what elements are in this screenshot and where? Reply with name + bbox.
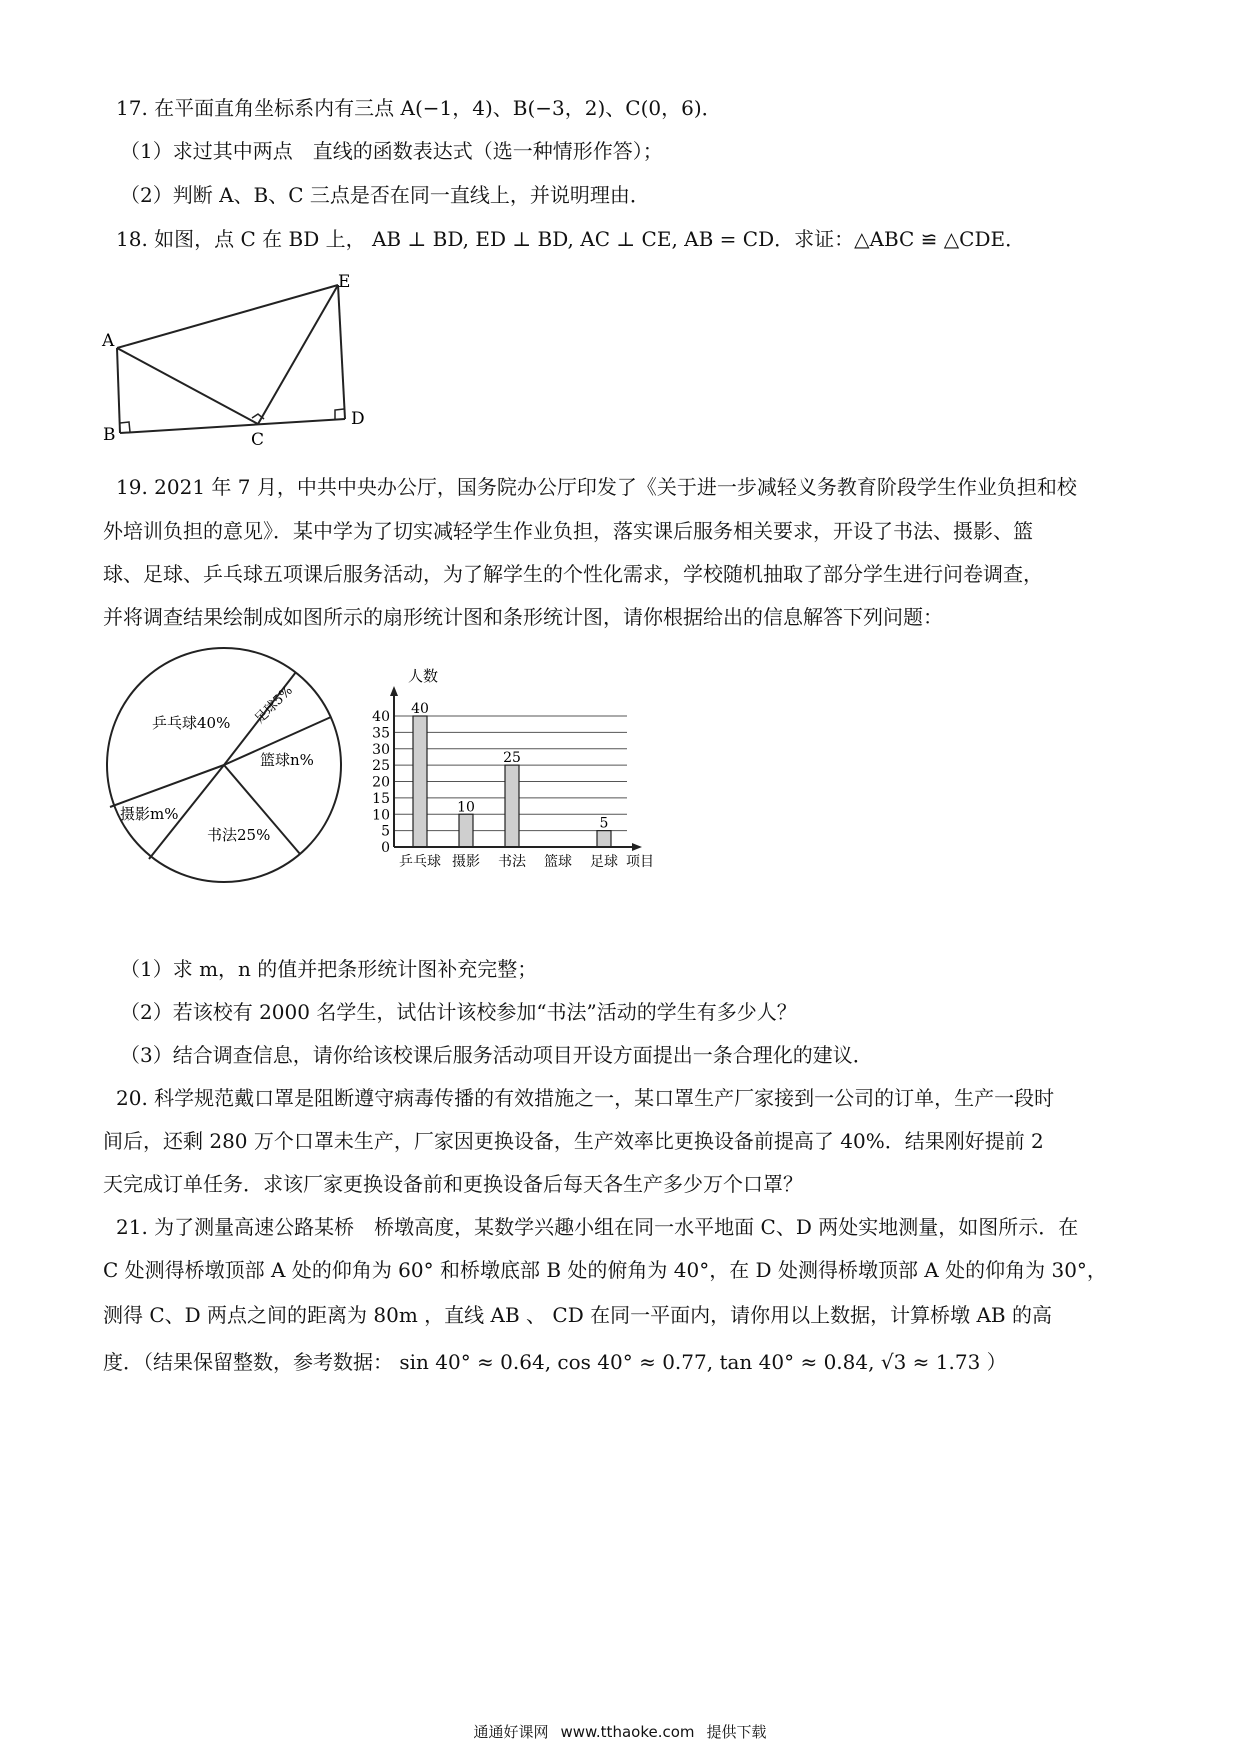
x-axis-title: 项目	[626, 854, 654, 870]
y-tick-label: 30	[372, 741, 390, 758]
y-tick-label: 20	[372, 774, 390, 791]
pie-label-calligraphy: 书法25%	[207, 826, 271, 844]
x-tick-label: 足球	[590, 854, 618, 870]
bar-data-label: 5	[599, 815, 609, 832]
right-angle-mark-d	[335, 409, 344, 419]
q18-stem: 18. 如图，点 C 在 BD 上， AB ⊥ BD, ED ⊥ BD, AC ⊥ CE, AB = CD．求证：△ABC ≌ △CDE．	[116, 227, 1026, 251]
segment-bd	[120, 419, 345, 433]
y-tick-label: 35	[372, 725, 390, 742]
q19-line1: 19. 2021 年 7 月，中共中央办公厅，国务院办公厅印发了《关于进一步减轻义务教育阶段学生作业负担和校	[116, 475, 1077, 499]
bar-data-label: 40	[411, 701, 429, 717]
segment-ac	[117, 348, 258, 424]
page-footer	[0, 1721, 1240, 1742]
q20-line2: 间后，还剩 280 万个口罩未生产，厂家因更换设备，生产效率比更换设备前提高了 40%．结果刚好提前 2	[103, 1129, 1044, 1153]
q19-line2: 外培训负担的意见》．某中学为了切实减轻学生作业负担，落实课后服务相关要求，开设了书法、摄影、篮	[103, 519, 1033, 543]
q17-stem: 17. 在平面直角坐标系内有三点 A(−1，4)、B(−3，2)、C(0，6)．	[116, 96, 722, 120]
q21-line4: 度．（结果保留整数，参考数据： sin 40° ≈ 0.64, cos 40° ≈ 0.77, tan 40° ≈ 0.84, √3 ≈ 1.73 ）	[103, 1350, 1007, 1374]
q17-part1: （1）求过其中两点 直线的函数表达式（选一种情形作答）；	[120, 139, 663, 163]
bar	[505, 765, 519, 847]
x-tick-label: 篮球	[544, 854, 572, 870]
label-a: A	[102, 331, 115, 351]
q21-line2: C 处测得桥墩顶部 A 处的仰角为 60° 和桥墩底部 B 处的俯角为 40°，在 D 处测得桥墩顶部 A 处的仰角为 30°，	[103, 1258, 1107, 1282]
footer-note: 提供下载	[706, 1723, 767, 1741]
q19-part1: （1）求 m，n 的值并把条形统计图补充完整；	[120, 957, 538, 981]
pie-label-pingpong: 乒乓球40%	[152, 714, 231, 732]
segment-ae	[117, 285, 338, 348]
bar-data-label: 10	[457, 799, 475, 816]
q17-part2: （2）判断 A、B、C 三点是否在同一直线上，并说明理由．	[120, 183, 650, 207]
q20-line3: 天完成订单任务．求该厂家更换设备前和更换设备后每天各生产多少万个口罩？	[103, 1172, 803, 1196]
segment-ab	[117, 348, 120, 433]
x-axis-arrow	[632, 843, 642, 851]
y-tick-label: 0	[381, 840, 390, 856]
q19-line3: 球、足球、乒乓球五项课后服务活动，为了解学生的个性化需求，学校随机抽取了部分学生进行问卷调查，	[103, 562, 1043, 586]
y-tick-label: 10	[372, 807, 390, 824]
footer-url[interactable]: www.tthaoke.com	[560, 1723, 695, 1741]
q21-line1: 21. 为了测量高速公路某桥 桥墩高度，某数学兴趣小组在同一水平地面 C、D 两处实地测量，如图所示．在	[116, 1215, 1079, 1239]
q19-part2: （2）若该校有 2000 名学生，试估计该校参加“书法”活动的学生有多少人？	[120, 1000, 797, 1024]
pie-label-basketball: 篮球n%	[260, 751, 314, 769]
q20-line1: 20. 科学规范戴口罩是阻断遵守病毒传播的有效措施之一，某口罩生产厂家接到一公司的订单，生产一段时	[116, 1086, 1055, 1110]
x-tick-label: 书法	[498, 854, 526, 870]
label-b: B	[103, 425, 116, 445]
label-e: E	[338, 272, 351, 292]
q19-line4: 并将调查结果绘制成如图所示的扇形统计图和条形统计图，请你根据给出的信息解答下列问题：	[103, 605, 943, 629]
q21-line3: 测得 C、D 两点之间的距离为 80m ，直线 AB 、 CD 在同一平面内，请你用以上数据，计算桥墩 AB 的高	[103, 1303, 1052, 1327]
x-tick-label: 摄影	[452, 854, 480, 870]
y-tick-label: 15	[372, 790, 390, 807]
x-tick-label: 乒乓球	[399, 854, 441, 870]
bar	[597, 831, 611, 847]
label-d: D	[351, 409, 365, 429]
y-axis-title: 人数	[408, 667, 439, 685]
y-tick-label: 40	[372, 709, 390, 725]
segment-ed	[338, 285, 345, 419]
right-angle-mark-b	[120, 422, 130, 432]
bar-chart	[372, 664, 672, 879]
pie-chart	[100, 644, 360, 894]
bar	[459, 814, 473, 847]
q18-geometry-figure	[100, 268, 400, 458]
y-tick-label: 25	[372, 758, 390, 775]
segment-ce	[258, 285, 338, 424]
label-c: C	[251, 430, 265, 450]
bar	[413, 716, 427, 847]
y-axis-arrow	[390, 686, 398, 696]
footer-site-name: 通通好课网	[473, 1723, 549, 1741]
y-tick-label: 5	[381, 823, 390, 840]
pie-label-photography: 摄影m%	[120, 805, 179, 823]
pie-label-football: 足球5%	[252, 683, 296, 727]
bar-data-label: 25	[503, 750, 521, 767]
q19-part3: （3）结合调查信息，请你给该校课后服务活动项目开设方面提出一条合理化的建议．	[120, 1043, 873, 1067]
